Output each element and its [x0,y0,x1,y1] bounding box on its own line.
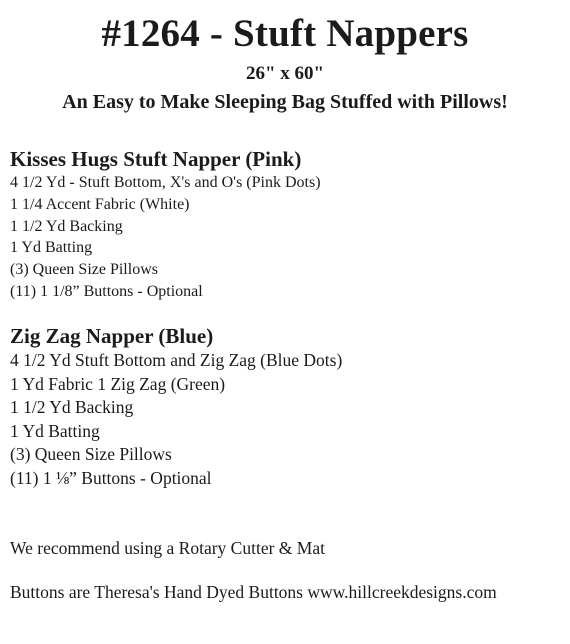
list-item: 1 1/2 Yd Backing [10,217,123,235]
materials-list [10,172,560,303]
section-pink-napper [10,146,560,303]
list-item: (3) Queen Size Pillows [10,444,172,465]
rotary-cutter-note: We recommend using a Rotary Cutter & Mat [10,538,325,558]
list-item: 1 Yd Batting [10,420,100,441]
list-item: 1 Yd Fabric 1 Zig Zag (Green) [10,373,226,394]
section-heading: Zig Zag Napper (Blue) [10,324,214,348]
list-item: 1 Yd Batting [10,239,93,257]
list-item: 1 1/4 Accent Fabric (White) [10,195,190,213]
list-item: (11) 1 ⅛” Buttons - Optional [10,467,212,488]
list-item: 4 1/2 Yd Stuft Bottom and Zig Zag (Blue Dots) [10,350,343,370]
buttons-note: Buttons are Theresa's Hand Dyed Buttons www.hillcreekdesigns.com [10,582,497,602]
section-blue-napper [10,323,560,491]
finished-size: 26" x 60" [245,63,325,84]
materials-list [10,349,560,491]
list-item: (3) Queen Size Pillows [10,261,158,279]
list-item: 1 1/2 Yd Backing [10,397,134,418]
list-item: (11) 1 1/8” Buttons - Optional [10,282,203,300]
section-heading: Kisses Hugs Stuft Napper (Pink) [10,147,302,171]
page-title: #1264 - Stuft Nappers [101,12,469,55]
list-item: 4 1/2 Yd - Stuft Bottom, X's and O's (Pink Dots) [10,174,321,191]
tagline: An Easy to Make Sleeping Bag Stuffed with Pillows! [62,91,508,113]
